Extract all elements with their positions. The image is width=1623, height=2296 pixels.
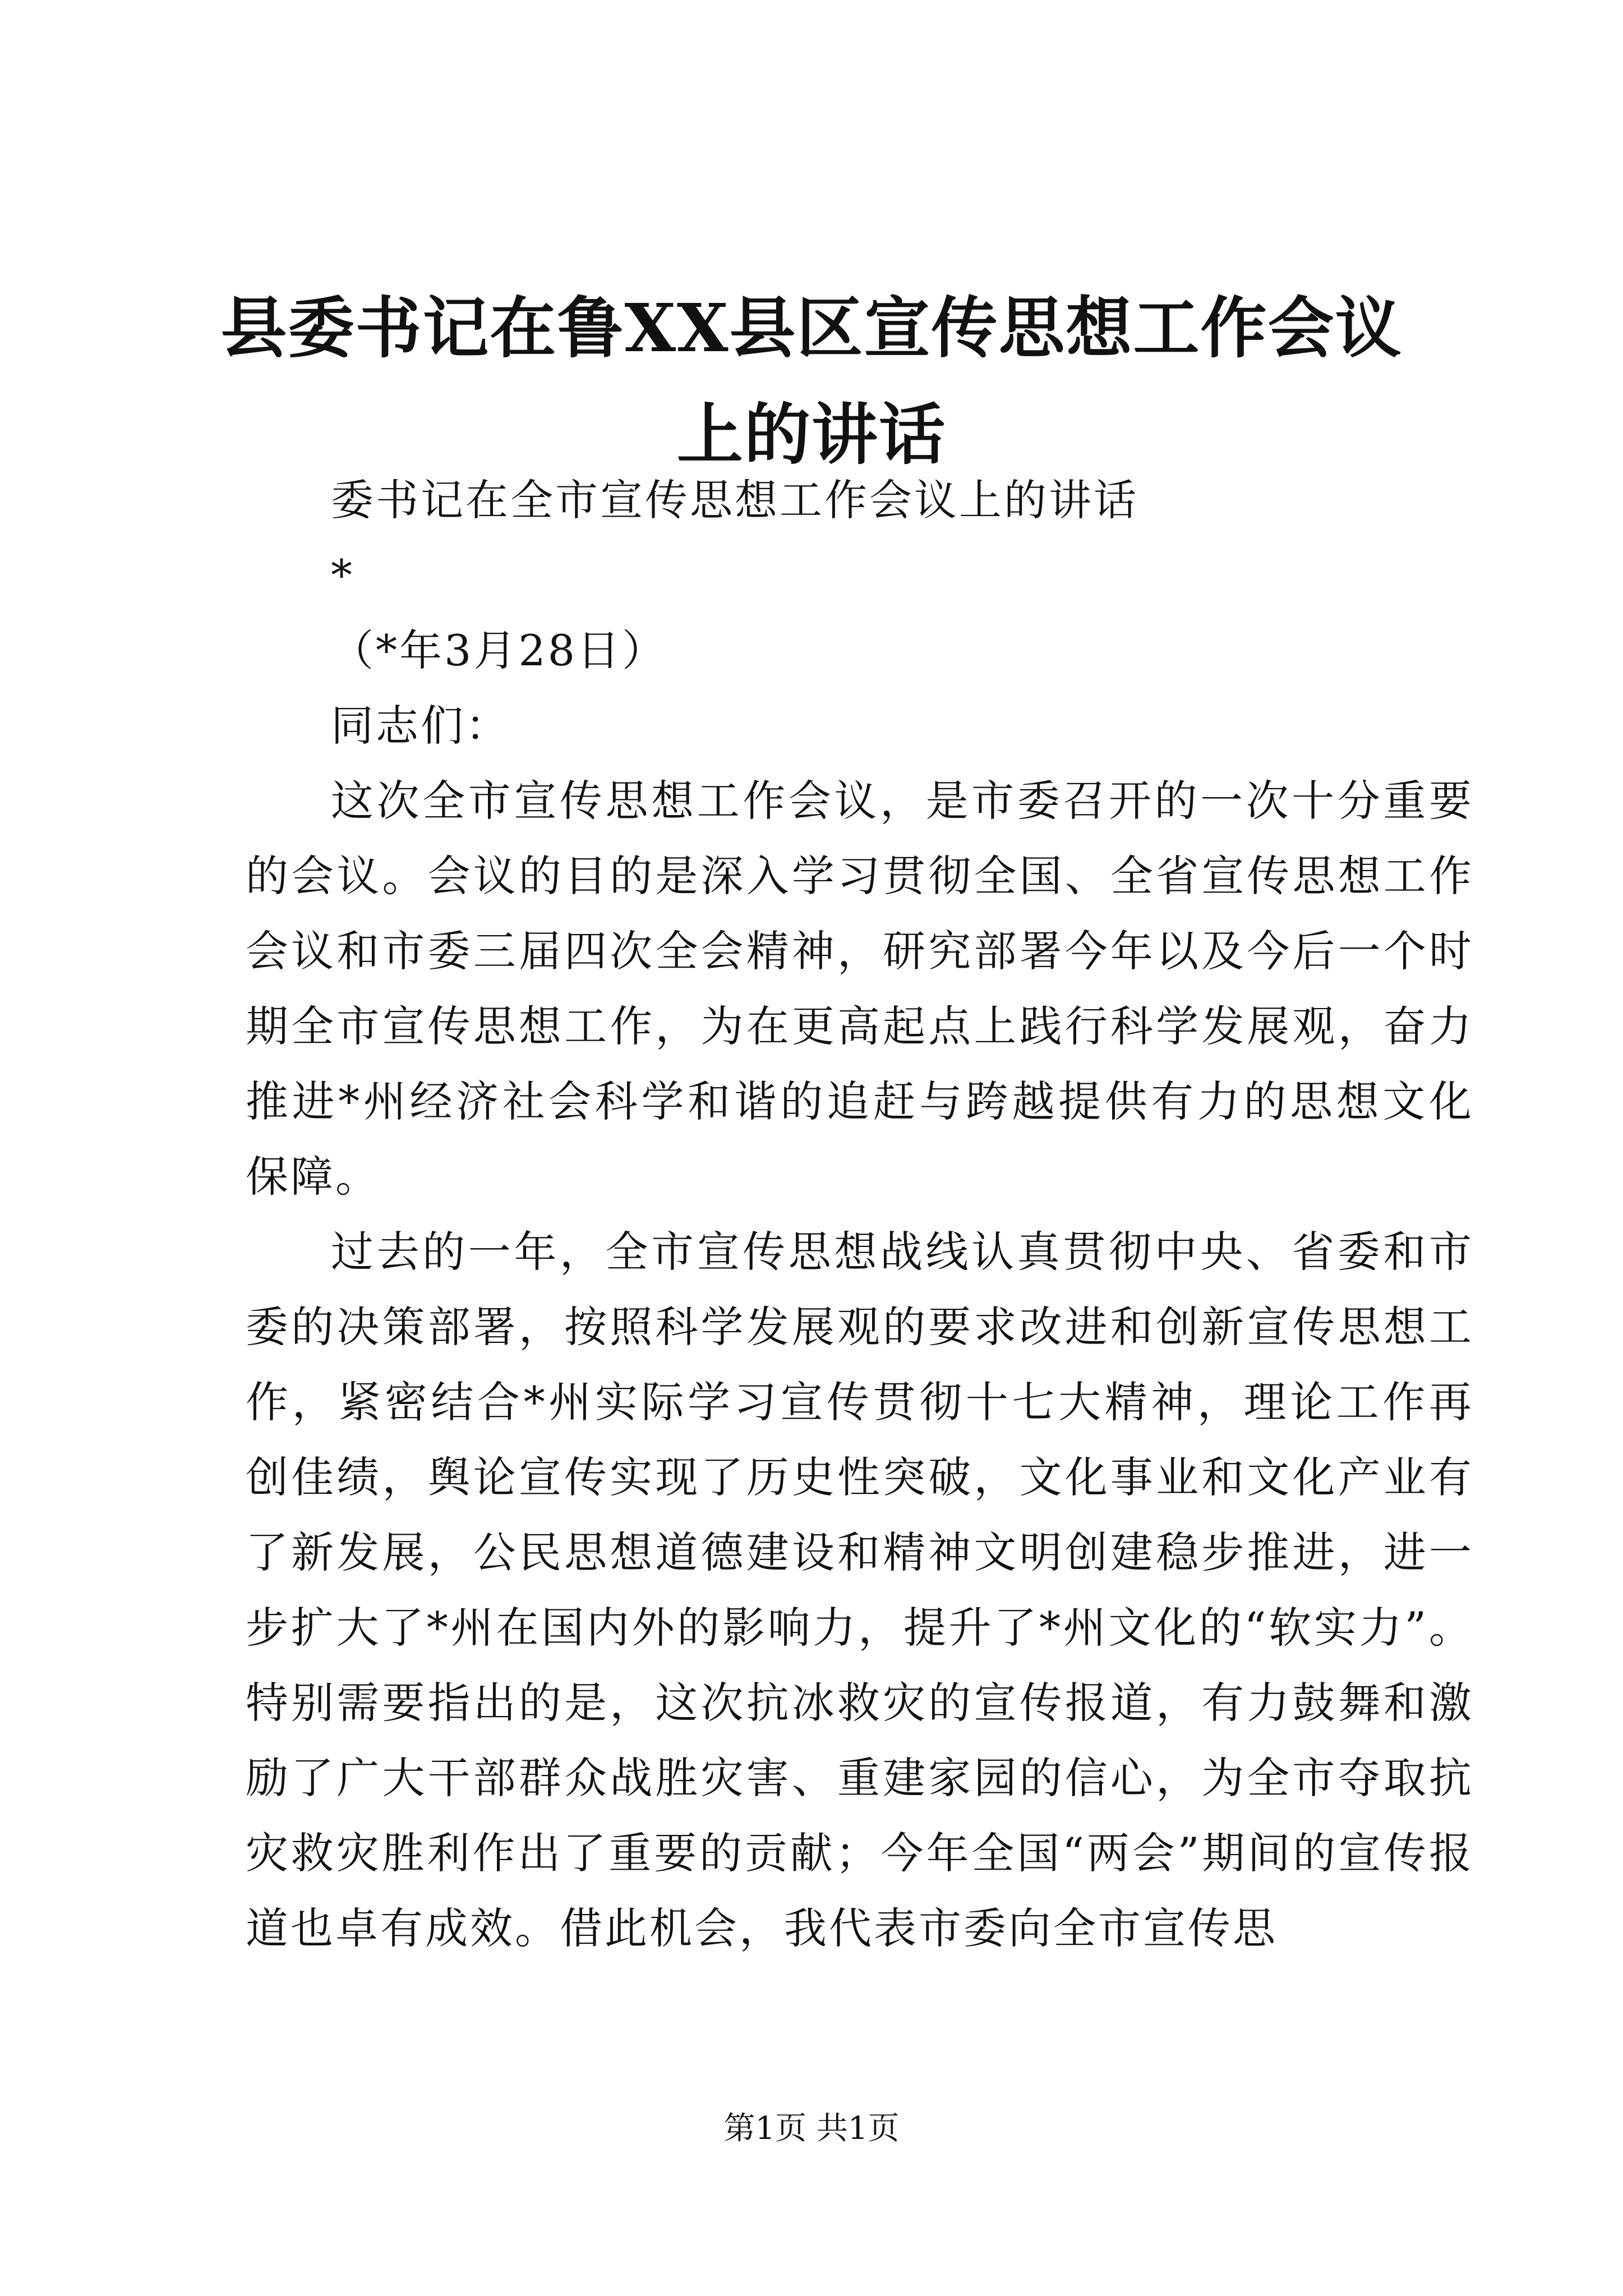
author-placeholder: * <box>331 550 354 600</box>
body-paragraph: 过去的一年，全市宣传思想战线认真贯彻中央、省委和市委的决策部署，按照科学发展观的要求改进和创新宣传思想工作，紧密结合*州实际学习宣传贯彻十七大精神，理论工作再创佳绩，舆论宣传实现了历史性突破，文化事业和文化产业有了新发展，公民思想道德建设和精神文明创建稳步推进，进一步扩大了*州在国内外的影响力，提升了*州文化的“软实力”。特别需要指出的是，这次抗冰救灾的宣传报道，有力鼓舞和激励了广大干部群众战胜灾害、重建家园的信心，为全市夺取抗灾救灾胜利作出了重要的贡献；今年全国“两会”期间的宣传报道也卓有成效。借此机会，我代表市委向全市宣传思 <box>246 1227 1474 1953</box>
salutation-paragraph: 同志们： <box>331 701 510 751</box>
body-paragraph: 这次全市宣传思想工作会议，是市委召开的一次十分重要的会议。会议的目的是深入学习贯彻全国、全省宣传思想工作会议和市委三届四次全会精神，研究部署今年以及今后一个时期全市宣传思想工作，为在更高起点上践行科学发展观，奋力推进*州经济社会科学和谐的追赶与跨越提供有力的思想文化保障。 <box>246 776 1474 1202</box>
page-footer: 第1页 共1页 <box>723 2110 900 2147</box>
date-paragraph: （*年3月28日） <box>331 625 667 675</box>
document-body <box>246 463 1474 1966</box>
subtitle-paragraph: 委书记在全市宣传思想工作会议上的讲话 <box>331 475 1138 525</box>
document-title: 县委书记在鲁XX县区宣传思想工作会议上的讲话 <box>220 289 1403 473</box>
